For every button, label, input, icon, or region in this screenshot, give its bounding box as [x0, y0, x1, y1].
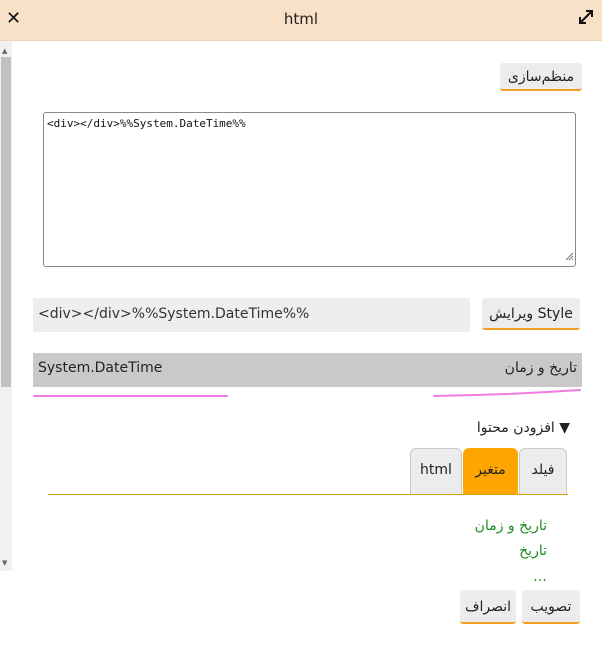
approve-button[interactable]: تصویب	[522, 590, 580, 624]
scroll-up-icon[interactable]: ▲	[2, 47, 8, 55]
organize-button[interactable]: منظم‌سازی	[500, 63, 582, 91]
html-preview-field	[33, 298, 470, 332]
resize-grip-icon[interactable]	[565, 249, 574, 265]
selected-variable-row[interactable]	[33, 353, 582, 387]
variable-item-date[interactable]: تاریخ	[519, 543, 547, 559]
variable-value: System.DateTime	[38, 360, 163, 376]
highlight-underline-label	[432, 389, 582, 399]
dialog-title: html	[283, 10, 319, 28]
tab-variable[interactable]: متغیر	[463, 448, 518, 494]
tab-field[interactable]: فیلد	[519, 448, 567, 494]
close-icon[interactable]: ✕	[6, 8, 22, 29]
expand-icon[interactable]	[578, 9, 594, 29]
vertical-scrollbar[interactable]	[0, 41, 12, 571]
variable-label: تاریخ و زمان	[504, 360, 577, 376]
add-content-toggle[interactable]: ▼ افزودن محتوا	[476, 420, 570, 436]
dialog-titlebar	[0, 0, 602, 41]
scroll-down-icon[interactable]: ▼	[2, 559, 8, 567]
edit-style-button[interactable]: ویرایش Style	[482, 298, 580, 330]
highlight-underline-value	[33, 395, 228, 397]
html-editor-textarea[interactable]	[43, 112, 576, 267]
cancel-button[interactable]: انصراف	[460, 590, 516, 624]
tab-html[interactable]: html	[410, 448, 462, 494]
variable-item-more[interactable]: …	[533, 569, 547, 585]
variable-item-datetime[interactable]: تاریخ و زمان	[474, 518, 547, 534]
tabs-divider	[48, 494, 568, 495]
html-preview-text: <div></div>%%System.DateTime%%	[38, 306, 310, 322]
editor-content[interactable]: <div></div>%%System.DateTime%%	[47, 117, 246, 130]
scroll-thumb[interactable]	[1, 57, 11, 387]
